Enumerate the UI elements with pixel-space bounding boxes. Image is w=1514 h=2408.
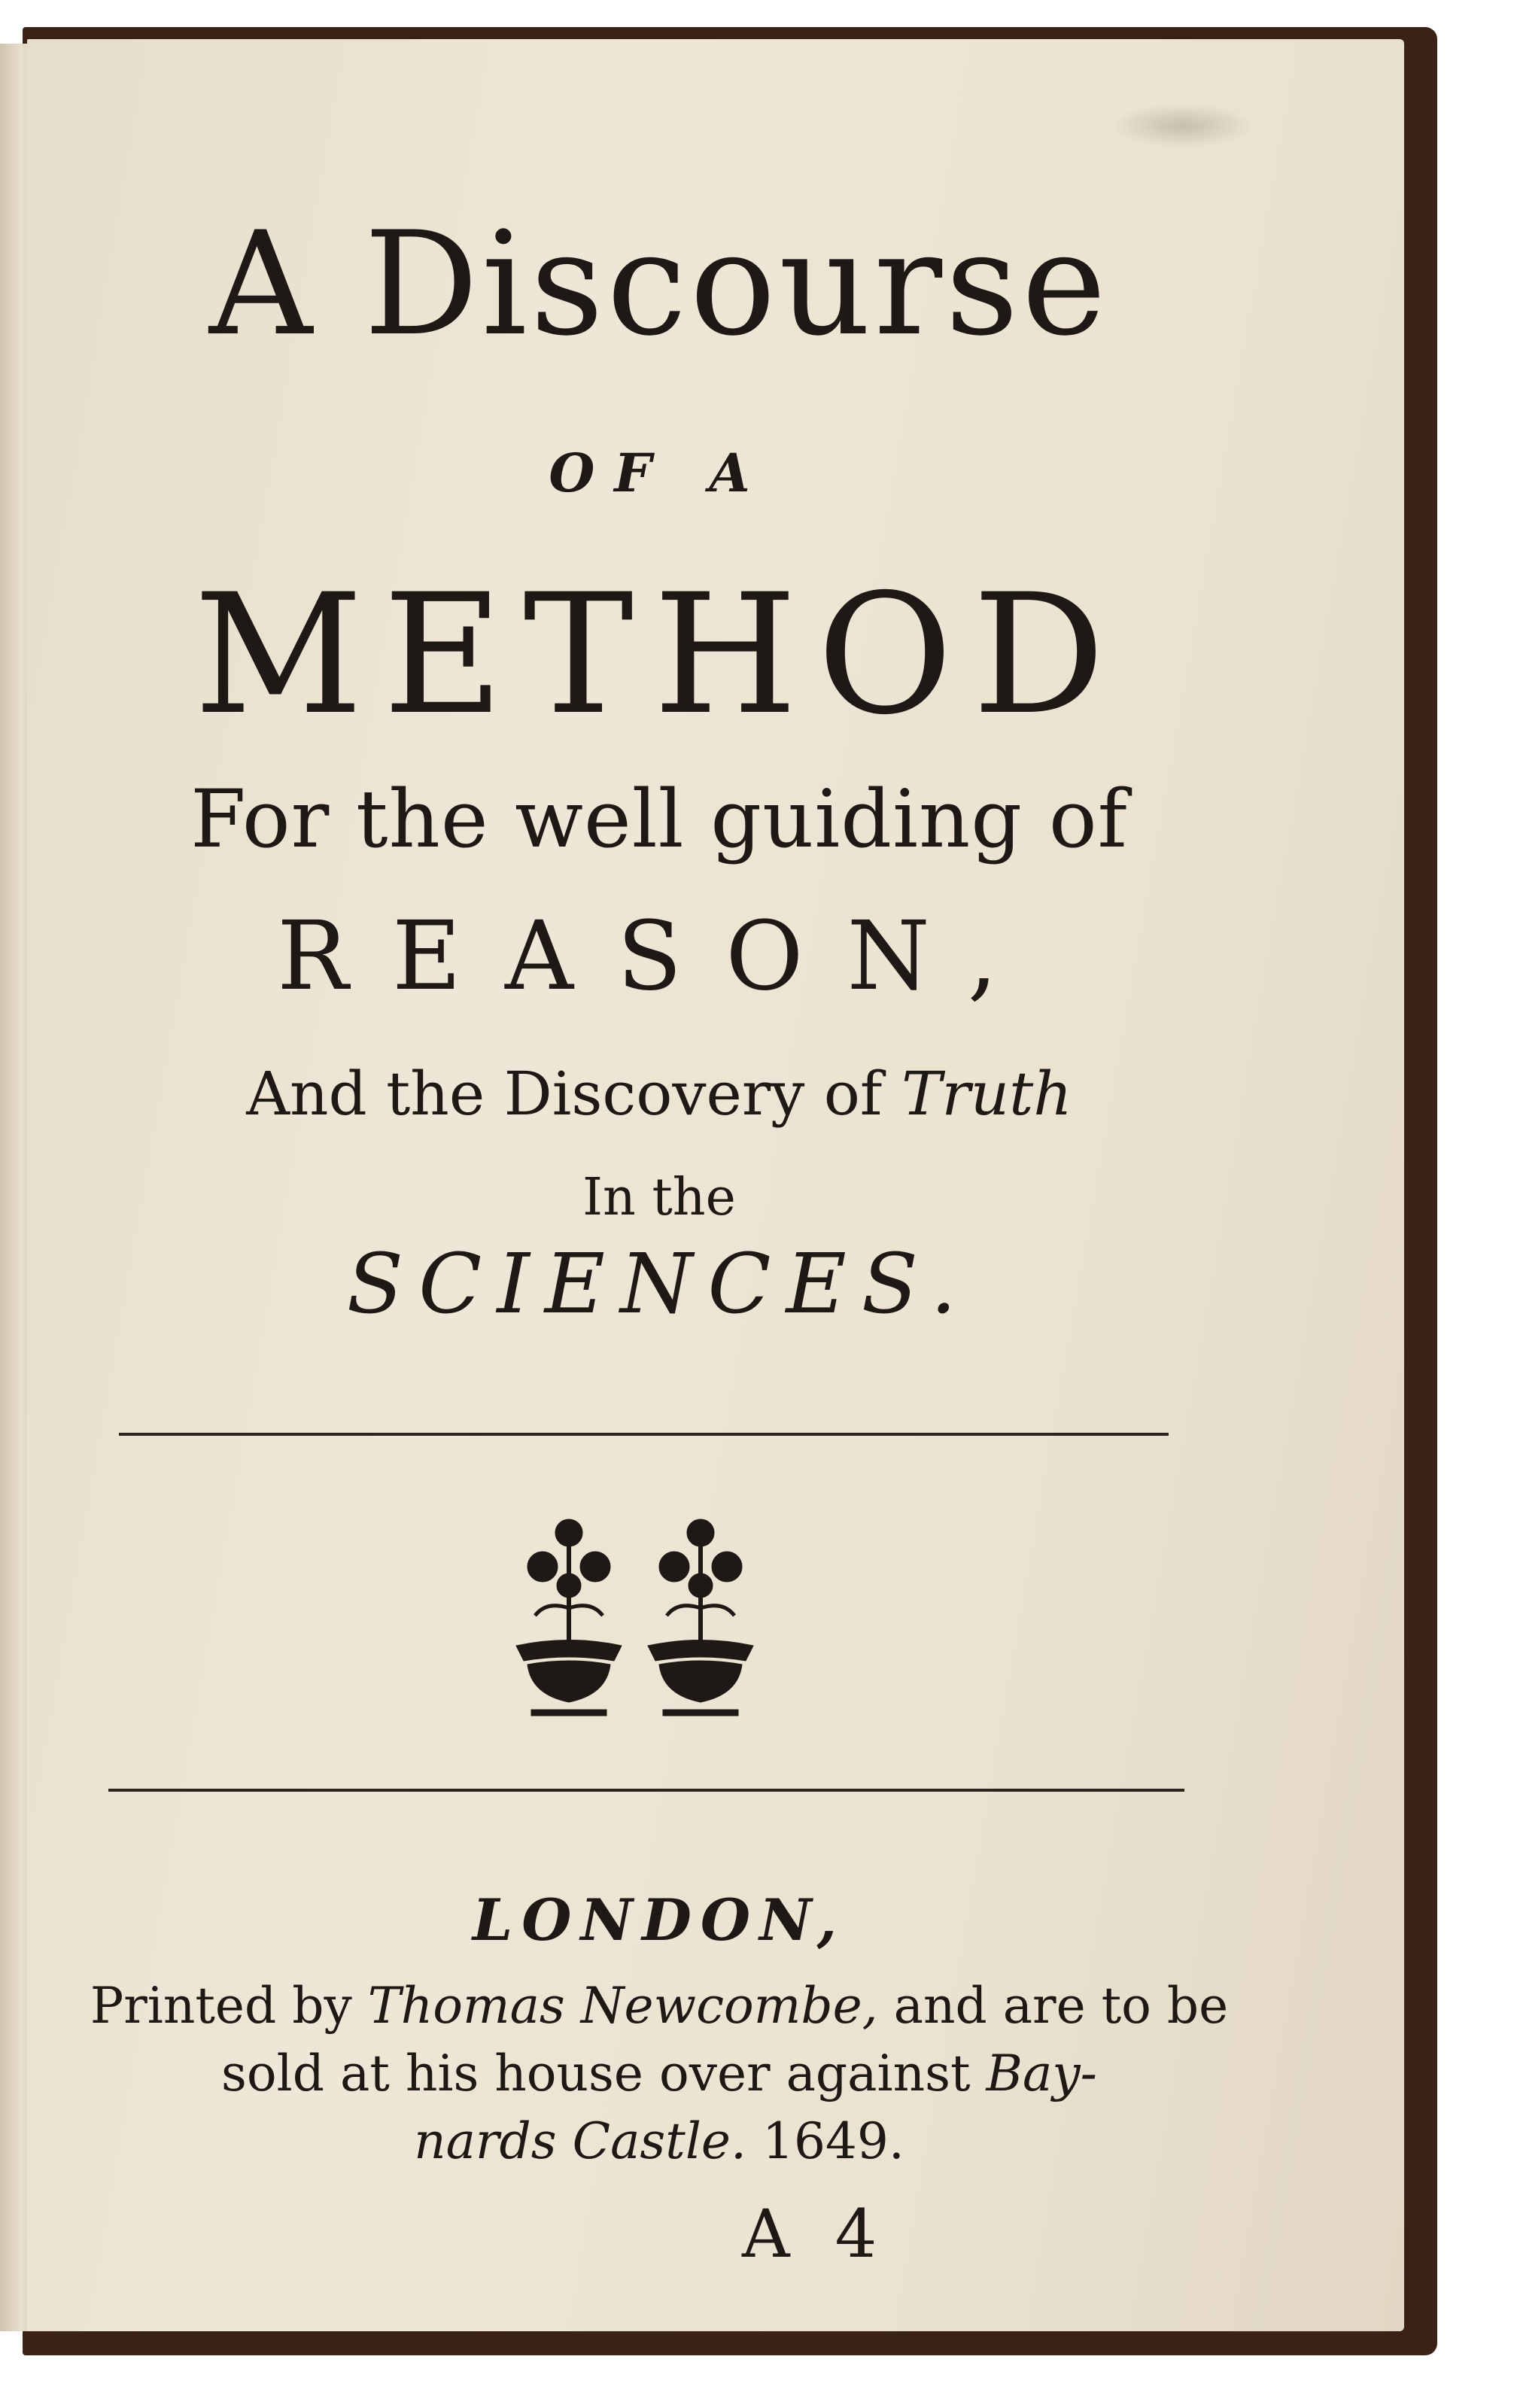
- flower-vase-ornament-icon: [501, 1510, 772, 1728]
- castle-text: nards Castle.: [414, 2112, 746, 2170]
- title-line-guiding: For the well guiding of: [190, 773, 1128, 865]
- title-line-discourse: A Discourse: [208, 201, 1110, 367]
- year-text: 1649.: [746, 2112, 904, 2170]
- upper-rule: [119, 1433, 1169, 1436]
- lower-rule: [108, 1789, 1184, 1792]
- discovery-text: And the Discovery of: [246, 1059, 901, 1129]
- truth-text: Truth: [901, 1059, 1072, 1129]
- title-line-discovery: [27, 1059, 1291, 1129]
- title-line-in-the: In the: [582, 1168, 736, 1227]
- title-line-reason: REASON,: [277, 901, 1041, 1011]
- imprint-line-3: [27, 2112, 1291, 2170]
- imprint-place: LONDON,: [472, 1887, 847, 1953]
- sold-at-text: sold at his house over against: [221, 2045, 987, 2102]
- to-be-text: and are to be: [877, 1977, 1229, 2035]
- bay-text: Bay-: [986, 2045, 1097, 2102]
- imprint-line-1: [27, 1977, 1291, 2035]
- imprint-line-2: [27, 2045, 1291, 2102]
- title-line-of-a: OF A: [549, 442, 770, 504]
- signature-mark: A 4: [742, 2195, 889, 2273]
- title-line-sciences: SCIENCES.: [346, 1236, 972, 1332]
- title-page: [27, 39, 1404, 2331]
- printed-by-text: Printed by: [90, 1977, 368, 2035]
- printer-name: Thomas Newcombe,: [367, 1977, 878, 2035]
- ink-smudge: [1111, 103, 1254, 148]
- title-line-method: METHOD: [193, 558, 1125, 751]
